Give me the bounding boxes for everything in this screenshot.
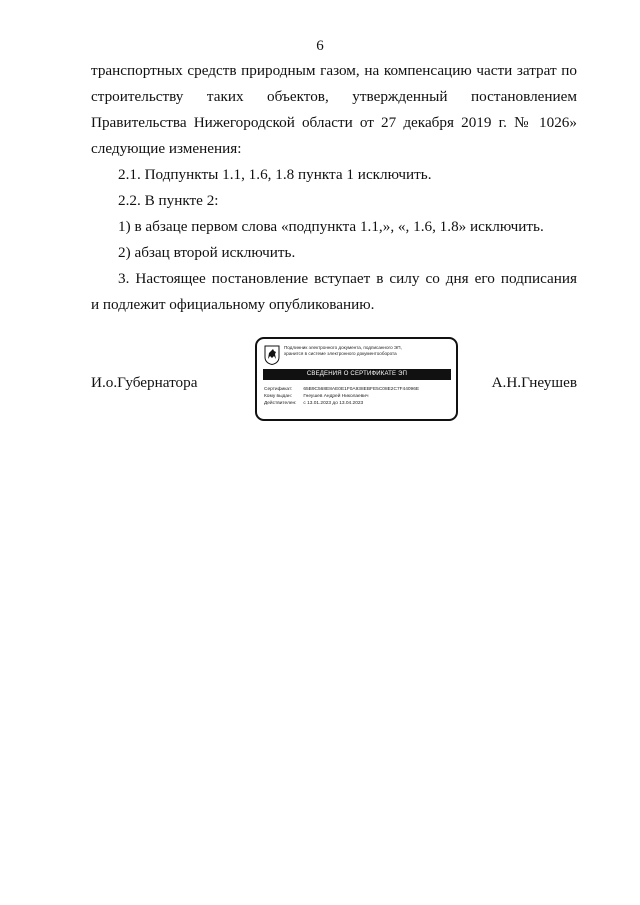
stamp-header (284, 345, 456, 357)
stamp-header-line-2: хранится в системе электронного документооборота (284, 351, 397, 356)
paragraph-3-line-1: 3. Настоящее постановление вступает в силу со дня его подписания (118, 270, 577, 287)
stamp-row-value: с 13.01.2023 до 13.04.2023 (303, 401, 364, 406)
paragraph-subitem-1: 1) в абзаце первом слова «подпункта 1.1,», «, 1.6, 1.8» исключить. (118, 218, 544, 235)
stamp-row-validity (264, 400, 454, 407)
paragraph-1-line-4: следующие изменения: (91, 140, 242, 157)
stamp-title-bar: СВЕДЕНИЯ О СЕРТИФИКАТЕ ЭП (263, 369, 451, 380)
stamp-row-value: 65B9C568E8AE0E1F0A938EBFE5C08E2C7F44096E (303, 387, 420, 392)
paragraph-1-line-2: строительству таких объектов, утвержденный постановлением (91, 88, 577, 105)
stamp-row-key: Сертификат: (264, 387, 293, 392)
electronic-signature-stamp (255, 337, 458, 421)
signer-name: А.Н.Гнеушев (491, 374, 577, 391)
paragraph-2-2: 2.2. В пункте 2: (118, 192, 219, 209)
paragraph-1-line-1: транспортных средств природным газом, на компенсацию части затрат по (91, 62, 577, 79)
paragraph-subitem-2: 2) абзац второй исключить. (118, 244, 296, 261)
stamp-row-key: Кому выдан: (264, 394, 292, 399)
signer-position: И.о.Губернатора (91, 374, 198, 391)
coat-of-arms-icon (264, 345, 280, 365)
page-number: 6 (316, 38, 324, 54)
stamp-certificate-details (264, 386, 454, 407)
paragraph-2-1: 2.1. Подпункты 1.1, 1.6, 1.8 пункта 1 исключить. (118, 166, 432, 183)
paragraph-3-line-2: и подлежит официальному опубликованию. (91, 296, 375, 313)
paragraph-1-line-3: Правительства Нижегородской области от 27 декабря 2019 г. № 1026» (91, 114, 577, 131)
stamp-row-certificate (264, 386, 454, 393)
stamp-header-line-1: Подлинник электронного документа, подписанного ЭП, (284, 345, 402, 350)
stamp-row-issued-to (264, 393, 454, 400)
stamp-row-key: Действителен: (264, 401, 297, 406)
stamp-row-value: Гнеушев Андрей Николаевич (303, 394, 369, 399)
